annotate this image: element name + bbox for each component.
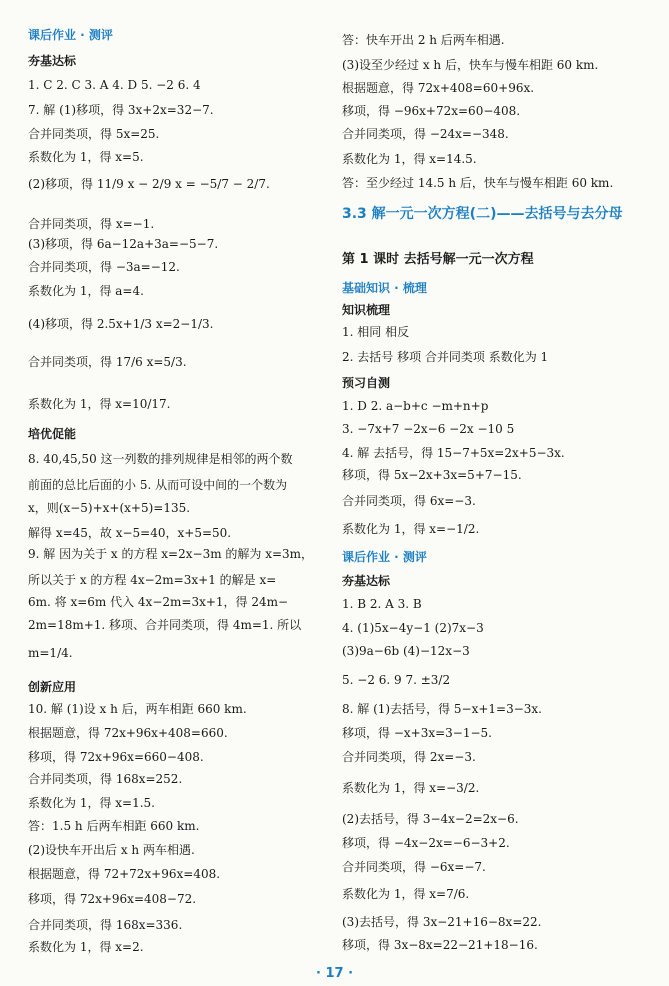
left-line-33: 移项，得 72x+96x=408−72. [28,892,197,906]
right-line-6: 答：至少经过 14.5 h 后，快车与慢车相距 60 km. [342,176,614,190]
right-line-5: 系数化为 1，得 x=14.5. [342,152,477,166]
left-line-35: 系数化为 1，得 x=2. [28,940,144,954]
right-line-18: 合并同类项，得 6x=−3. [342,494,476,508]
right-line-35: 移项，得 3x−8x=22−21+18−16. [342,938,538,952]
right-line-0: 答：快车开出 2 h 后两车相遇. [342,33,505,47]
right-line-33: 系数化为 1，得 x=7/6. [342,887,470,901]
right-line-20: 课后作业 · 测评 [342,550,427,564]
left-line-16: 前面的总比后面的小 5. 从而可设中间的一个数为 [28,478,288,492]
left-line-23: m=1/4. [28,646,73,660]
left-line-27: 移项，得 72x+96x=660−408. [28,750,204,764]
right-line-7: 3.3 解一元一次方程(二)——去括号与去分母 [342,206,623,222]
right-line-16: 4. 解 去括号，得 15−7+5x=2x+5−3x. [342,446,565,460]
right-line-25: 5. −2 6. 9 7. ±3/2 [342,673,451,687]
left-line-22: 2m=18m+1. 移项、合并同类项，得 4m=1. 所以 [28,618,302,632]
left-line-17: x，则(x−5)+x+(x+5)=135. [28,501,191,515]
right-line-23: 4. (1)5x−4y−1 (2)7x−3 [342,621,484,635]
left-line-18: 解得 x=45，故 x−5=40，x+5=50. [28,526,232,540]
right-line-31: 移项，得 −4x−2x=−6−3+2. [342,836,510,850]
left-line-1: 夯基达标 [28,54,77,68]
right-line-17: 移项，得 5x−2x+3x=5+7−15. [342,468,522,482]
right-line-3: 移项，得 −96x+72x=60−408. [342,104,521,118]
right-line-14: 1. D 2. a−b+c −m+n+p [342,399,489,413]
right-line-11: 1. 相同 相反 [342,325,410,339]
left-line-21: 6m. 将 x=6m 代入 4x−2m=3x+1，得 24m− [28,595,289,609]
right-line-10: 知识梳理 [342,303,391,317]
left-line-8: (3)移项，得 6a−12a+3a=−5−7. [28,237,219,251]
left-line-3: 7. 解 (1)移项，得 3x+2x=32−7. [28,103,214,117]
left-line-15: 8. 40,45,50 这一列数的排列规律是相邻的两个数 [28,452,293,466]
left-line-11: (4)移项，得 2.5x+1/3 x=2−1/3. [28,317,214,331]
left-line-31: (2)设快车开出后 x h 两车相遇. [28,843,195,857]
left-line-2: 1. C 2. C 3. A 4. D 5. −2 6. 4 [28,78,201,92]
left-line-20: 所以关于 x 的方程 4x−2m=3x+1 的解是 x= [28,573,277,587]
right-line-27: 移项，得 −x+3x=3−1−5. [342,726,492,740]
right-line-12: 2. 去括号 移项 合并同类项 系数化为 1 [342,350,549,364]
left-line-30: 答：1.5 h 后两车相距 660 km. [28,819,200,833]
right-line-8: 第 1 课时 去括号解一元一次方程 [342,252,534,267]
left-line-0: 课后作业 · 测评 [28,28,113,42]
left-line-4: 合并同类项，得 5x=25. [28,127,160,141]
right-line-4: 合并同类项，得 −24x=−348. [342,127,509,141]
left-line-19: 9. 解 因为关于 x 的方程 x=2x−3m 的解为 x=3m， [28,547,314,561]
right-line-28: 合并同类项，得 2x=−3. [342,750,476,764]
right-line-30: (2)去括号，得 3−4x−2=2x−6. [342,812,519,826]
left-line-6: (2)移项，得 11/9 x − 2/9 x = −5/7 − 2/7. [28,177,270,191]
right-line-9: 基础知识 · 梳理 [342,281,427,295]
right-line-22: 1. B 2. A 3. B [342,597,422,611]
right-line-32: 合并同类项，得 −6x=−7. [342,860,486,874]
right-line-19: 系数化为 1，得 x=−1/2. [342,522,480,536]
left-line-13: 系数化为 1，得 x=10/17. [28,397,171,411]
right-line-1: (3)设至少经过 x h 后，快车与慢车相距 60 km. [342,58,599,72]
right-line-26: 8. 解 (1)去括号，得 5−x+1=3−3x. [342,702,542,716]
right-line-29: 系数化为 1，得 x=−3/2. [342,781,480,795]
left-line-12: 合并同类项，得 17/6 x=5/3. [28,355,187,369]
right-line-13: 预习自测 [342,376,391,390]
left-line-32: 根据题意，得 72+72x+96x=408. [28,867,221,881]
left-line-14: 培优促能 [28,427,77,441]
left-line-5: 系数化为 1，得 x=5. [28,150,144,164]
left-line-24: 创新应用 [28,680,77,694]
left-line-7: 合并同类项，得 x=−1. [28,217,155,231]
right-line-2: 根据题意，得 72x+408=60+96x. [342,81,535,95]
right-line-34: (3)去括号，得 3x−21+16−8x=22. [342,915,542,929]
left-line-26: 根据题意，得 72x+96x+408=660. [28,726,228,740]
page-number: · 17 · [315,966,354,981]
left-line-9: 合并同类项，得 −3a=−12. [28,260,180,274]
left-line-29: 系数化为 1，得 x=1.5. [28,796,155,810]
right-line-15: 3. −7x+7 −2x−6 −2x −10 5 [342,422,515,436]
right-line-21: 夯基达标 [342,574,391,588]
left-line-10: 系数化为 1，得 a=4. [28,284,144,298]
left-line-28: 合并同类项，得 168x=252. [28,772,183,786]
right-line-24: (3)9a−6b (4)−12x−3 [342,644,470,658]
left-line-25: 10. 解 (1)设 x h 后，两车相距 660 km. [28,702,247,716]
left-line-34: 合并同类项，得 168x=336. [28,918,183,932]
